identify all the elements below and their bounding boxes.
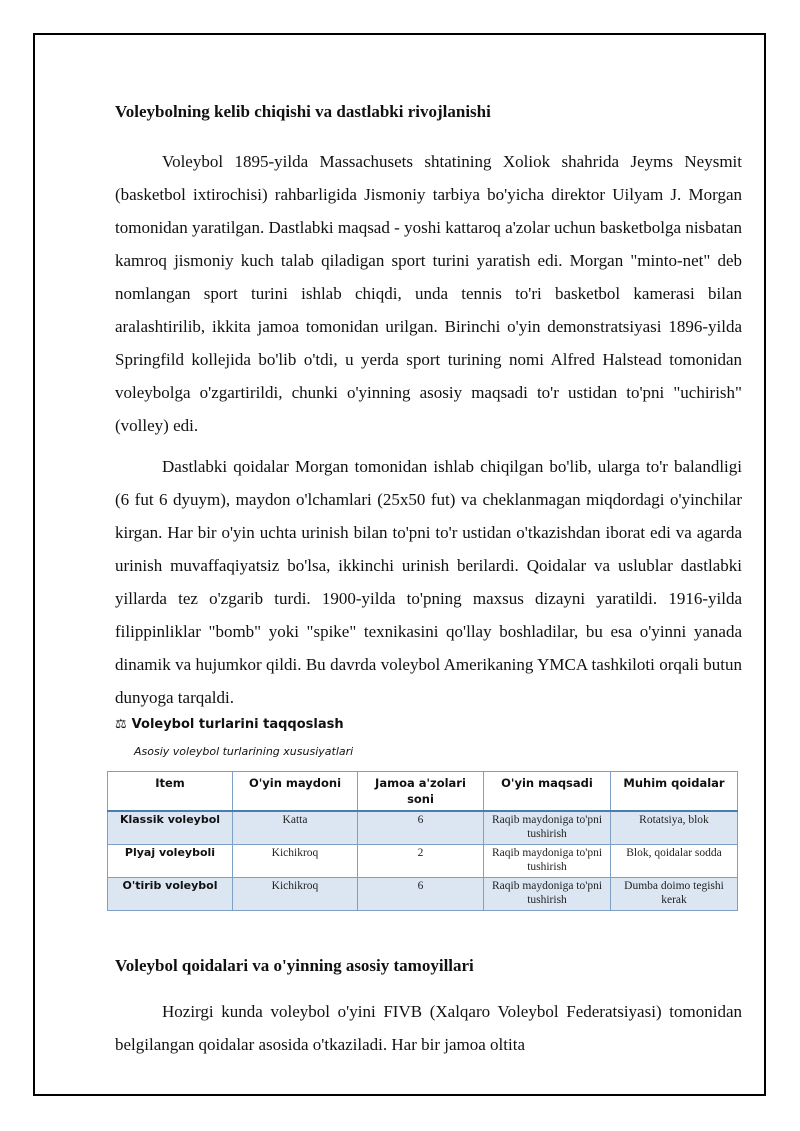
table-header-row [108, 772, 738, 812]
table-cell: Raqib maydoniga to'pni tushirish [484, 811, 611, 845]
table-cell: Plyaj voleyboli [108, 845, 233, 878]
table-row [108, 845, 738, 878]
column-header: O'yin maqsadi [484, 772, 611, 812]
section-1 [115, 101, 742, 714]
comparison-table [107, 771, 738, 911]
table-cell: Blok, qoidalar sodda [611, 845, 738, 878]
section-heading: Voleybol qoidalari va o'yinning asosiy tamoyillari [115, 956, 474, 975]
table-row [108, 878, 738, 911]
paragraph: Hozirgi kunda voleybol o'yini FIVB (Xalqaro Voleybol Federatsiyasi) tomonidan belgilangan qoidalar asosida o'tkaziladi. Har bir jamoa oltita [115, 1002, 742, 1054]
scales-icon: ⚖ [115, 717, 127, 732]
table-cell: Katta [233, 811, 358, 845]
paragraph: Voleybol 1895-yilda Massachusets shtatining Xoliok shahrida Jeyms Neysmit (basketbol ixtirochisi) rahbarligida Jismoniy tarbiya bo'yicha direktor Uilyam J. Morgan tomonidan yaratilgan. Dastlabki maqsad - yoshi kattaroq a'zolar uchun basketbolga nisbatan kamroq jismoniy kuch talab qiladigan sport turini yaratish edi. Morgan "minto-net" deb nomlangan sport turini ishlab chiqdi, unda tennis to'ri basketbol kamerasi bilan aralashtirilib, ikkita jamoa tomonidan urilgan. Birinchi o'yin demonstratsiyasi 1896-yilda Springfild kollejida bo'lib o'tdi, u yerda sport turining nomi Alfred Halstead tomonidan voleybolga o'zgartirildi, chunki o'yinning asosiy maqsadi to'r ustidan to'pni "uchirish" (volley) edi. [115, 152, 742, 435]
table-cell: 6 [358, 878, 484, 911]
table-cell: Klassik voleybol [108, 811, 233, 845]
column-header: O'yin maydoni [233, 772, 358, 812]
table-caption: Asosiy voleybol turlarining xususiyatlari [134, 745, 354, 758]
table-cell: O'tirib voleybol [108, 878, 233, 911]
column-header: Jamoa a'zolari soni [358, 772, 484, 812]
section-2 [115, 955, 742, 1061]
section-heading: Voleybolning kelib chiqishi va dastlabki rivojlanishi [115, 102, 491, 121]
table-cell: Raqib maydoniga to'pni tushirish [484, 878, 611, 911]
table-title-text: Voleybol turlarini taqqoslash [131, 717, 344, 732]
table-cell: Raqib maydoniga to'pni tushirish [484, 845, 611, 878]
table-cell: 6 [358, 811, 484, 845]
table-cell: Kichikroq [233, 878, 358, 911]
table-title [115, 717, 344, 732]
table-cell: Rotatsiya, blok [611, 811, 738, 845]
table-cell: Kichikroq [233, 845, 358, 878]
paragraph: Dastlabki qoidalar Morgan tomonidan ishlab chiqilgan bo'lib, ularga to'r balandligi (6 fut 6 dyuym), maydon o'lchamlari (25x50 fut) va cheklanmagan miqdordagi o'yinchilar kirgan. Har bir o'yin uchta urinish bilan to'pni to'r ustidan o'tkazishdan iborat edi va agarda urinish muvaffaqiyatsiz bo'lsa, ikkinchi urinish berilardi. Qoidalar va uslublar dastlabki yillarda tez o'zgarib turdi. 1900-yilda to'pning maxsus dizayni yaratildi. 1916-yilda filippinliklar "bomb" yoki "spike" texnikasini qo'llay boshladilar, bu esa o'yinni yanada dinamik va hujumkor qildi. Bu davrda voleybol Amerikaning YMCA tashkiloti orqali butun dunyoga tarqaldi. [115, 457, 742, 707]
column-header: Muhim qoidalar [611, 772, 738, 812]
column-header: Item [108, 772, 233, 812]
table-row [108, 811, 738, 845]
table-cell: 2 [358, 845, 484, 878]
table-cell: Dumba doimo tegishi kerak [611, 878, 738, 911]
